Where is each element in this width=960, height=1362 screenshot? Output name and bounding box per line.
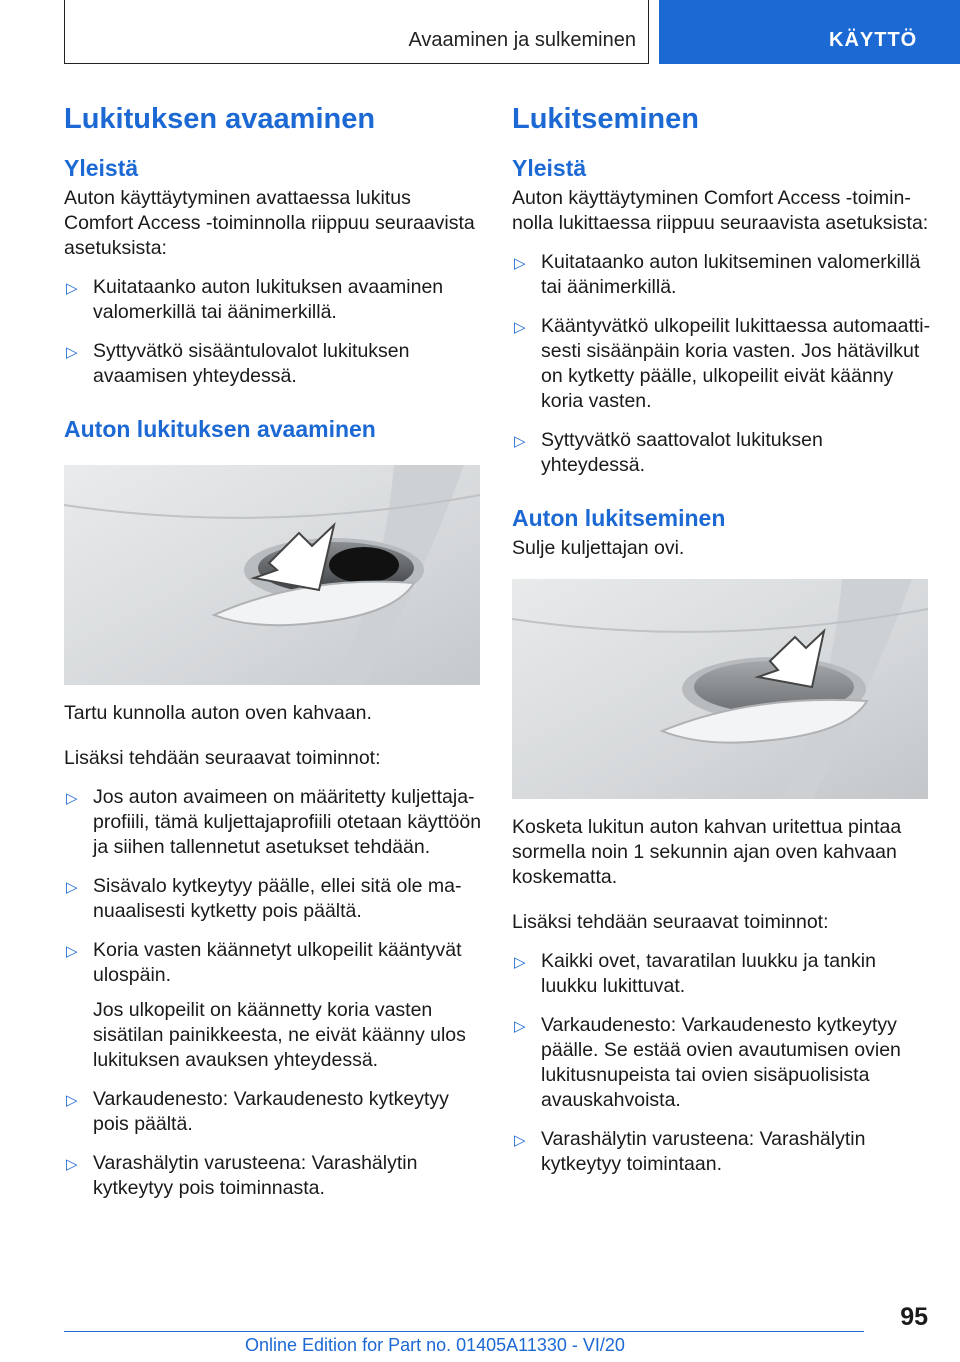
list-item: ▷ Kääntyvätkö ulkopeilit lukittaessa automaattisesti sisäänpäin koria vasten. Jos hätävilkut on kytketty päälle, ulkopeilit eivät käänny koria vasten. — [514, 315, 931, 412]
door-handle-unlock-image — [64, 465, 480, 685]
mirror-note: Jos ulkopeilit on käännetty koria vasten sisätilan painikkeesta, ne eivät käänny ulos lukituksen avauksen yhteydessä. — [93, 999, 466, 1071]
list-item: ▷ Sisävalo kytkeytyy päälle, ellei sitä ole manuaalisesti kytketty pois päältä. — [66, 875, 462, 922]
lock-title: Lukitseminen — [512, 103, 699, 135]
car-lock-heading: Auton lukitseminen — [512, 505, 726, 531]
list-item: ▷ Varkaudenesto: Varkaudenesto kytkeytyy päälle. Se estää ovien avautumisen ovien lukitusnupeista tai ovien sisäpuolisista avauskahvoista. — [514, 1014, 901, 1111]
unlock-general-heading: Yleistä — [64, 155, 139, 181]
list-item: ▷ Varashälytin varusteena: Varashälytin kytkeytyy pois toiminnasta. — [66, 1152, 418, 1199]
list-item: ▷ Jos auton avaimeen on määritetty kuljettajaprofiili, tämä kuljettajaprofiili otetaan käyttöön ja siihen tallennetut asetukset tehdään. — [66, 786, 482, 858]
close-door-text: Sulje kuljettajan ovi. — [512, 537, 685, 559]
triangle-bullet-icon: ▷ — [66, 943, 78, 960]
list-item: ▷ Syttyvätkö saattovalot lukituksen yhteydessä. — [514, 429, 823, 476]
chapter-tab-label: KÄYTTÖ — [829, 29, 918, 51]
door-handle-lock-image — [512, 579, 928, 799]
lock-general-list — [512, 250, 932, 478]
list-item: ▷ Kuitataanko auton lukituksen avaaminen valomerkillä tai äänimerkillä. — [66, 276, 444, 323]
touch-text: Kosketa lukitun auton kahvan uritettua pintaa sormella noin 1 sekunnin ajan oven kahvaan koskematta. — [512, 816, 902, 888]
triangle-bullet-icon: ▷ — [66, 280, 78, 297]
unlock-general-list — [64, 275, 484, 389]
lock-general-text: Auton käyttäytyminen Comfort Access -toiminnolla lukittaessa riippuu seuraavista asetuksista: — [512, 187, 929, 234]
list-item: ▷ Syttyvätkö sisääntulovalot lukituksen avaamisen yhteydessä. — [66, 340, 410, 387]
triangle-bullet-icon: ▷ — [66, 790, 78, 807]
triangle-bullet-icon: ▷ — [66, 1156, 78, 1173]
list-item: ▷ Kuitataanko auton lukitseminen valomerkillä tai äänimerkillä. — [514, 251, 921, 298]
unlock-title: Lukituksen avaaminen — [64, 103, 376, 135]
triangle-bullet-icon: ▷ — [514, 319, 526, 336]
triangle-bullet-icon: ▷ — [514, 1018, 526, 1035]
triangle-bullet-icon: ▷ — [514, 433, 526, 450]
list-item: ▷ Varashälytin varusteena: Varashälytin kytkeytyy toimintaan. — [514, 1128, 866, 1175]
triangle-bullet-icon: ▷ — [514, 1132, 526, 1149]
right-column — [512, 96, 932, 1177]
header-frame — [64, 0, 649, 64]
grip-text: Tartu kunnolla auton oven kahvaan. — [64, 702, 372, 724]
page-number: 95 — [900, 1303, 928, 1331]
list-item: ▷ Kaikki ovet, tavaratilan luukku ja tankin luukku lukittuvat. — [514, 950, 876, 997]
unlock-extra-list — [64, 785, 484, 1201]
car-unlock-heading: Auton lukituksen avaaminen — [64, 416, 376, 442]
lock-extra-list — [512, 949, 932, 1177]
triangle-bullet-icon: ▷ — [66, 1092, 78, 1109]
chapter-tab[interactable] — [659, 0, 960, 64]
triangle-bullet-icon: ▷ — [514, 255, 526, 272]
triangle-bullet-icon: ▷ — [66, 344, 78, 361]
triangle-bullet-icon: ▷ — [66, 879, 78, 896]
unlock-extra-intro: Lisäksi tehdään seuraavat toiminnot: — [64, 747, 381, 769]
unlock-general-text: Auton käyttäytyminen avattaessa lukitus Comfort Access -toiminnolla riippuu seuraavista asetuksista: — [64, 187, 475, 259]
left-column — [64, 96, 484, 1201]
footer-divider — [64, 1331, 864, 1332]
section-title: Avaaminen ja sulkeminen — [408, 29, 636, 51]
list-item: ▷ Varkaudenesto: Varkaudenesto kytkeytyy pois päältä. — [66, 1088, 449, 1135]
list-item: ▷ Koria vasten käännetyt ulkopeilit kääntyvät ulospäin. Jos ulkopeilit on käännetty koria vasten sisätilan painikkeesta, ne eivät käänny ulos lukituksen avauksen yhteydessä. — [64, 938, 484, 1073]
lock-extra-intro: Lisäksi tehdään seuraavat toiminnot: — [512, 911, 829, 933]
lock-general-heading: Yleistä — [512, 155, 587, 181]
triangle-bullet-icon: ▷ — [514, 954, 526, 971]
edition-link[interactable]: Online Edition for Part no. 01405A11330 - VI/20 — [245, 1335, 625, 1355]
